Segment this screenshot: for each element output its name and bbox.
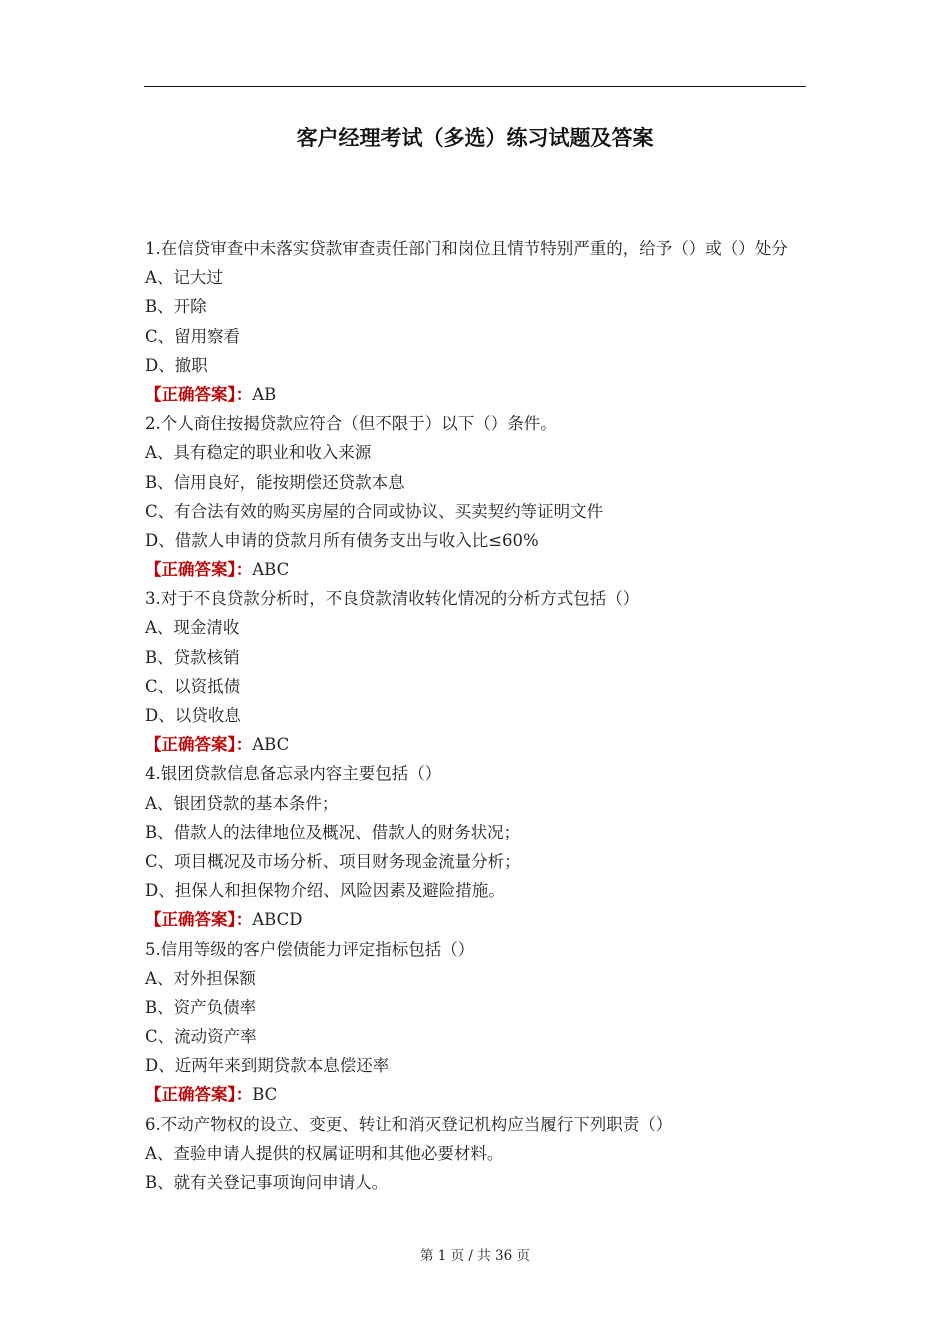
option: A、具有稳定的职业和收入来源: [145, 443, 372, 463]
answer-line: [145, 380, 805, 409]
answer-line: [145, 905, 805, 934]
option: C、留用察看: [145, 326, 241, 346]
option: B、借款人的法律地位及概况、借款人的财务状况；: [145, 822, 521, 842]
page-footer: 第 1 页 / 共 36 页: [419, 1248, 531, 1264]
answer-label: 【正确答案】：: [145, 384, 253, 404]
answer-value: ABC: [252, 560, 290, 580]
question-stem: 3.对于不良贷款分析时，不良贷款清收转化情况的分析方式包括（）: [145, 589, 640, 609]
option: C、有合法有效的购买房屋的合同或协议、买卖契约等证明文件: [145, 501, 604, 521]
option: A、现金清收: [145, 618, 240, 638]
option: B、信用良好，能按期偿还贷款本息: [145, 472, 405, 492]
option: A、记大过: [145, 268, 223, 288]
option: C、项目概况及市场分析、项目财务现金流量分析；: [145, 851, 521, 871]
question-stem: 1.在信贷审查中未落实贷款审查责任部门和岗位且情节特别严重的，给予（）或（）处分: [145, 239, 788, 258]
option: B、贷款核销: [145, 647, 240, 667]
option: C、以资抵债: [145, 676, 241, 696]
question-stem: 5.信用等级的客户偿债能力评定指标包括（）: [145, 939, 475, 959]
answer-line: [145, 730, 805, 759]
question-list: [145, 234, 805, 1197]
option: A、对外担保额: [145, 968, 256, 988]
option: B、开除: [145, 297, 207, 317]
header-rule: [144, 86, 806, 87]
question-stem: 2.个人商住按揭贷款应符合（但不限于）以下（）条件。: [145, 414, 557, 434]
answer-label: 【正确答案】：: [145, 560, 253, 580]
question-stem: 6.不动产物权的设立、变更、转让和消灭登记机构应当履行下列职责（）: [145, 1114, 673, 1134]
option: D、近两年来到期贷款本息偿还率: [145, 1056, 390, 1076]
option: C、流动资产率: [145, 1027, 257, 1047]
answer-value: AB: [252, 384, 277, 404]
answer-value: BC: [252, 1085, 278, 1105]
answer-label: 【正确答案】：: [145, 910, 253, 930]
option: D、借款人申请的贷款月所有债务支出与收入比≤60%: [145, 530, 539, 550]
answer-line: [145, 555, 805, 584]
answer-value: ABC: [252, 735, 290, 755]
answer-label: 【正确答案】：: [145, 1085, 253, 1105]
option: A、查验申请人提供的权属证明和其他必要材料。: [145, 1143, 504, 1163]
answer-label: 【正确答案】：: [145, 735, 253, 755]
option: D、撤职: [145, 355, 208, 375]
answer-value: ABCD: [252, 910, 303, 930]
option: B、就有关登记事项询问申请人。: [145, 1173, 389, 1193]
option: B、资产负债率: [145, 997, 257, 1017]
document-title: 客户经理考试（多选）练习试题及答案: [296, 126, 654, 150]
option: D、以贷收息: [145, 706, 241, 726]
question-stem: 4.银团贷款信息备忘录内容主要包括（）: [145, 764, 442, 784]
option: D、担保人和担保物介绍、风险因素及避险措施。: [145, 881, 505, 901]
answer-line: [145, 1080, 805, 1109]
option: A、银团贷款的基本条件；: [145, 793, 339, 813]
